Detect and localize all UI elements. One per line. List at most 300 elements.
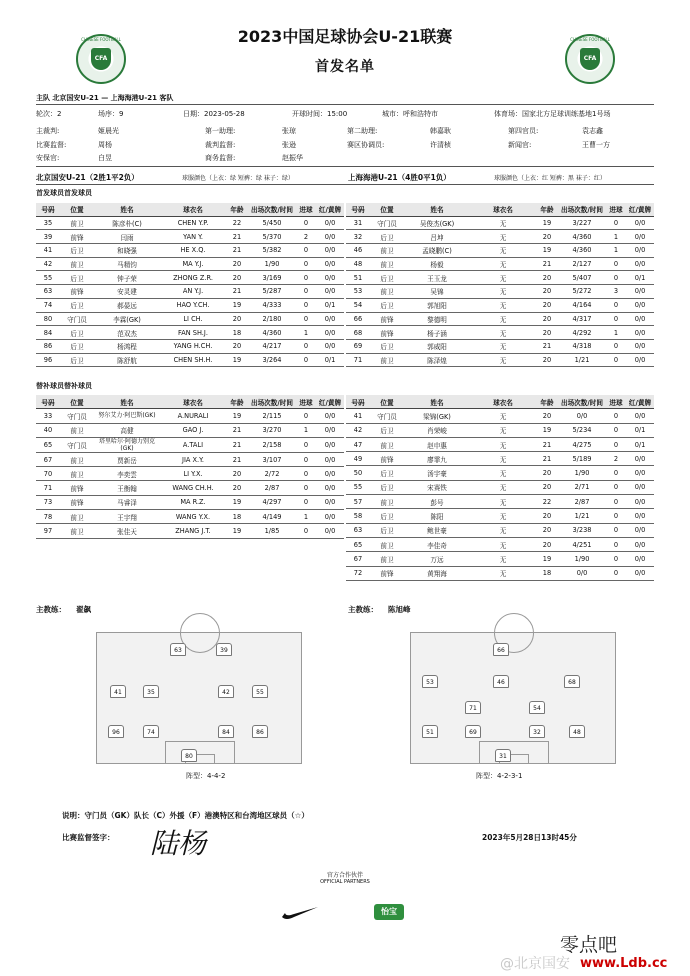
table-cell: 王衡翰 bbox=[94, 481, 160, 495]
table-cell: 19 bbox=[226, 495, 248, 509]
table-cell: 无 bbox=[470, 480, 536, 494]
table-cell: 2/180 bbox=[248, 312, 296, 326]
column-header: 进球 bbox=[606, 203, 626, 216]
table-cell: 前锋 bbox=[370, 312, 404, 326]
table-row bbox=[36, 481, 344, 495]
table-cell: 0 bbox=[296, 271, 316, 285]
home-kit: 球服颜色（上衣：绿 短裤：绿 袜子：绿） bbox=[182, 175, 294, 182]
city: 城市：呼和浩特市 bbox=[382, 110, 438, 118]
table-cell: 46 bbox=[346, 244, 370, 258]
table-cell: 前卫 bbox=[370, 537, 404, 551]
table-cell: 3/238 bbox=[558, 523, 606, 537]
table-cell: 57 bbox=[346, 495, 370, 509]
table-cell: 4/292 bbox=[558, 326, 606, 340]
table-row bbox=[36, 298, 344, 312]
table-cell: 0/0 bbox=[626, 298, 654, 312]
table-cell: 0/0 bbox=[626, 285, 654, 299]
table-row bbox=[346, 230, 654, 244]
table-cell: 20 bbox=[536, 466, 558, 480]
table-cell: 48 bbox=[346, 257, 370, 271]
table-cell: 58 bbox=[346, 509, 370, 523]
table-cell: 吕坤 bbox=[404, 230, 470, 244]
table-cell: 无 bbox=[470, 339, 536, 353]
table-cell: 0/0 bbox=[626, 452, 654, 466]
table-cell: 杨毅 bbox=[404, 257, 470, 271]
column-header: 出场次数/时间 bbox=[248, 395, 296, 409]
table-cell: 0 bbox=[296, 353, 316, 367]
ar2: 韩嘉耿 bbox=[430, 127, 451, 135]
table-cell: 1/90 bbox=[558, 466, 606, 480]
table-cell: 0 bbox=[296, 285, 316, 299]
table-header-row bbox=[346, 203, 654, 216]
table-cell: CHEN Y.P. bbox=[160, 216, 226, 230]
table-cell: 0/0 bbox=[316, 326, 344, 340]
table-cell: 0/0 bbox=[316, 244, 344, 258]
table-cell: 0/0 bbox=[626, 353, 654, 367]
table-cell: 21 bbox=[226, 244, 248, 258]
table-cell: 0 bbox=[606, 216, 626, 230]
table-cell: 0 bbox=[606, 271, 626, 285]
table-row bbox=[36, 467, 344, 481]
table-cell: 0/1 bbox=[626, 271, 654, 285]
table-cell: 后卫 bbox=[370, 509, 404, 523]
table-cell: 鲍世豪 bbox=[404, 523, 470, 537]
column-header: 红/黄牌 bbox=[626, 203, 654, 216]
table-cell: 20 bbox=[226, 257, 248, 271]
table-row bbox=[36, 244, 344, 258]
shirt-41: 41 bbox=[110, 685, 126, 698]
table-cell: 汤宇豪 bbox=[404, 466, 470, 480]
table-cell: 后卫 bbox=[60, 298, 94, 312]
table-cell: 前锋 bbox=[60, 495, 94, 509]
table-cell: 郭旭阳 bbox=[404, 298, 470, 312]
away-team-name: 上海海港U-21（4胜0平1负） bbox=[348, 173, 451, 182]
column-header: 进球 bbox=[296, 203, 316, 216]
table-cell: 51 bbox=[346, 271, 370, 285]
nike-logo bbox=[280, 905, 320, 921]
table-cell: 0 bbox=[606, 257, 626, 271]
table-cell: 吴锦 bbox=[404, 285, 470, 299]
table-cell: 前卫 bbox=[60, 216, 94, 230]
table-cell: 19 bbox=[226, 353, 248, 367]
table-cell: 0/0 bbox=[626, 566, 654, 580]
table-cell: 前卫 bbox=[60, 467, 94, 481]
table-cell: 2/158 bbox=[248, 437, 296, 452]
table-cell: 19 bbox=[226, 409, 248, 423]
table-cell: 0 bbox=[296, 495, 316, 509]
table-row bbox=[36, 495, 344, 509]
table-cell: 39 bbox=[36, 230, 60, 244]
table-cell: 0/0 bbox=[626, 257, 654, 271]
away-coach: 陈旭峰 bbox=[388, 605, 411, 614]
table-cell: 21 bbox=[536, 339, 558, 353]
table-cell: 0/0 bbox=[558, 409, 606, 423]
table-cell: 1 bbox=[296, 326, 316, 340]
table-cell: 68 bbox=[346, 326, 370, 340]
table-cell: 67 bbox=[36, 452, 60, 466]
table-cell: 20 bbox=[226, 339, 248, 353]
table-cell: 0 bbox=[606, 423, 626, 437]
table-cell: 和晓强 bbox=[94, 244, 160, 258]
table-cell: 96 bbox=[36, 353, 60, 367]
ar2-label: 第二助理: bbox=[347, 127, 378, 135]
watermark-weibo: @北京国安 bbox=[500, 956, 570, 972]
table-cell: 前锋 bbox=[60, 285, 94, 299]
table-cell: 0/0 bbox=[316, 312, 344, 326]
table-cell: 20 bbox=[226, 271, 248, 285]
table-cell: 0 bbox=[606, 312, 626, 326]
table-cell: 4/297 bbox=[248, 495, 296, 509]
table-cell: 前卫 bbox=[60, 510, 94, 524]
table-cell: 3/270 bbox=[248, 423, 296, 437]
table-cell: 65 bbox=[36, 437, 60, 452]
shirt-55: 55 bbox=[252, 685, 268, 698]
table-row bbox=[346, 409, 654, 423]
table-cell: 41 bbox=[346, 409, 370, 423]
column-header: 年龄 bbox=[536, 203, 558, 216]
column-header: 位置 bbox=[370, 395, 404, 409]
table-cell: 后卫 bbox=[370, 230, 404, 244]
table-cell: 0/0 bbox=[316, 495, 344, 509]
table-cell: 无 bbox=[470, 566, 536, 580]
shirt-71: 71 bbox=[465, 701, 481, 714]
away-coach-label: 主教练： bbox=[348, 605, 378, 614]
table-cell: 无 bbox=[470, 285, 536, 299]
table-cell: 前卫 bbox=[370, 285, 404, 299]
table-cell: 前卫 bbox=[370, 244, 404, 258]
table-cell: 前锋 bbox=[370, 326, 404, 340]
table-cell: 4/360 bbox=[558, 244, 606, 258]
table-cell: 守门员 bbox=[370, 216, 404, 230]
table-cell: 0/0 bbox=[626, 523, 654, 537]
table-cell: 宋赛铁 bbox=[404, 480, 470, 494]
table-row bbox=[346, 298, 654, 312]
table-cell: WANG CH.H. bbox=[160, 481, 226, 495]
table-cell: 无 bbox=[470, 437, 536, 451]
table-cell: AN Y.J. bbox=[160, 285, 226, 299]
table-row bbox=[36, 257, 344, 271]
table-cell: ZHONG Z.R. bbox=[160, 271, 226, 285]
shirt-69: 69 bbox=[465, 725, 481, 738]
media: 王曹一方 bbox=[582, 141, 610, 149]
table-cell: 70 bbox=[36, 467, 60, 481]
column-header: 年龄 bbox=[226, 395, 248, 409]
cfa-logo-left: CHINESE FOOTBALL CFA bbox=[76, 34, 126, 84]
table-cell: 1 bbox=[606, 244, 626, 258]
table-cell: 后卫 bbox=[370, 523, 404, 537]
table-cell: 19 bbox=[536, 423, 558, 437]
column-header: 球衣名 bbox=[470, 203, 536, 216]
table-cell: CHEN SH.H. bbox=[160, 353, 226, 367]
table-cell: 4/333 bbox=[248, 298, 296, 312]
table-cell: 71 bbox=[36, 481, 60, 495]
table-row bbox=[346, 466, 654, 480]
column-header: 年龄 bbox=[226, 203, 248, 216]
table-cell: 前锋 bbox=[60, 230, 94, 244]
table-cell: 0 bbox=[606, 523, 626, 537]
table-cell: 2/127 bbox=[558, 257, 606, 271]
table-cell: 19 bbox=[226, 298, 248, 312]
table-cell: 20 bbox=[536, 326, 558, 340]
table-row bbox=[346, 326, 654, 340]
column-header: 号码 bbox=[346, 203, 370, 216]
table-cell: 63 bbox=[346, 523, 370, 537]
table-cell: 0 bbox=[296, 481, 316, 495]
table-cell: 1/21 bbox=[558, 509, 606, 523]
table-cell: 无 bbox=[470, 509, 536, 523]
table-cell: 4/275 bbox=[558, 437, 606, 451]
table-row bbox=[36, 423, 344, 437]
column-header: 姓名 bbox=[404, 395, 470, 409]
supervisor: 周杨 bbox=[98, 141, 112, 149]
table-row bbox=[36, 510, 344, 524]
table-cell: 0/0 bbox=[626, 409, 654, 423]
table-cell: 努尔艾力·阿巴斯(GK) bbox=[94, 409, 160, 423]
page-title: 2023中国足球协会U-21联赛 bbox=[237, 27, 453, 46]
column-header: 出场次数/时间 bbox=[248, 203, 296, 216]
table-cell: 闫雨 bbox=[94, 230, 160, 244]
table-cell: 0/0 bbox=[626, 466, 654, 480]
table-cell: 无 bbox=[470, 552, 536, 566]
table-cell: 0/0 bbox=[316, 285, 344, 299]
table-cell: 0 bbox=[606, 495, 626, 509]
sign-label: 比赛监督签字： bbox=[62, 833, 115, 842]
table-cell: MA R.Z. bbox=[160, 495, 226, 509]
table-cell: 0 bbox=[606, 552, 626, 566]
table-cell: 0/0 bbox=[316, 524, 344, 538]
table-cell: 21 bbox=[226, 285, 248, 299]
table-cell: 84 bbox=[36, 326, 60, 340]
table-cell: 孟晓鹏(C) bbox=[404, 244, 470, 258]
home-starters-table bbox=[36, 203, 344, 367]
table-cell: 马睿泽 bbox=[94, 495, 160, 509]
table-cell: 安灵建 bbox=[94, 285, 160, 299]
table-cell: 4/164 bbox=[558, 298, 606, 312]
table-cell: 1/90 bbox=[248, 257, 296, 271]
table-cell: 21 bbox=[226, 423, 248, 437]
table-cell: 2/71 bbox=[558, 480, 606, 494]
table-cell: 2 bbox=[606, 452, 626, 466]
table-row bbox=[346, 523, 654, 537]
table-cell: 吴俊杰(GK) bbox=[404, 216, 470, 230]
column-header: 红/黄牌 bbox=[626, 395, 654, 409]
table-cell: 1 bbox=[296, 423, 316, 437]
table-cell: 21 bbox=[536, 257, 558, 271]
table-cell: 0/0 bbox=[316, 271, 344, 285]
column-header: 出场次数/时间 bbox=[558, 395, 606, 409]
table-cell: 守门员 bbox=[60, 409, 94, 423]
table-cell: 贾新岳 bbox=[94, 452, 160, 466]
sign-time: 2023年5月28日13时45分 bbox=[482, 833, 577, 842]
table-cell: 19 bbox=[536, 216, 558, 230]
table-row bbox=[346, 495, 654, 509]
table-cell: 无 bbox=[470, 466, 536, 480]
table-cell: 前卫 bbox=[370, 353, 404, 367]
table-cell: 李霖(GK) bbox=[94, 312, 160, 326]
table-cell: 33 bbox=[36, 409, 60, 423]
table-row bbox=[346, 271, 654, 285]
table-cell: 前卫 bbox=[370, 552, 404, 566]
table-cell: 5/272 bbox=[558, 285, 606, 299]
table-cell: 王宇翔 bbox=[94, 510, 160, 524]
table-cell: JIA X.Y. bbox=[160, 452, 226, 466]
table-cell: 0 bbox=[606, 566, 626, 580]
column-header: 位置 bbox=[370, 203, 404, 216]
table-row bbox=[346, 353, 654, 367]
table-cell: 18 bbox=[536, 566, 558, 580]
table-row bbox=[36, 326, 344, 340]
table-cell: 赵申惠 bbox=[404, 437, 470, 451]
column-header: 姓名 bbox=[94, 395, 160, 409]
table-cell: 20 bbox=[536, 312, 558, 326]
table-row bbox=[346, 244, 654, 258]
shirt-80: 80 bbox=[181, 749, 197, 762]
table-cell: 后卫 bbox=[370, 271, 404, 285]
table-header-row bbox=[346, 395, 654, 409]
home-coach-label: 主教练： bbox=[36, 605, 66, 614]
table-cell: 35 bbox=[36, 216, 60, 230]
table-cell: 0 bbox=[296, 244, 316, 258]
venue: 体育场：国家北方足球训练基地1号场 bbox=[494, 110, 611, 118]
table-cell: 0/1 bbox=[626, 423, 654, 437]
table-cell: 0/0 bbox=[626, 326, 654, 340]
table-cell: ZHANG J.T. bbox=[160, 524, 226, 538]
table-row bbox=[346, 552, 654, 566]
table-cell: LI CH. bbox=[160, 312, 226, 326]
table-cell: 无 bbox=[470, 326, 536, 340]
table-cell: 20 bbox=[536, 409, 558, 423]
home-coach: 翟飙 bbox=[76, 605, 91, 614]
table-cell: 0 bbox=[606, 480, 626, 494]
table-row bbox=[346, 452, 654, 466]
table-cell: 0/0 bbox=[626, 339, 654, 353]
table-row bbox=[36, 409, 344, 423]
table-cell: 50 bbox=[346, 466, 370, 480]
table-cell: 55 bbox=[36, 271, 60, 285]
table-cell: 1 bbox=[296, 510, 316, 524]
table-cell: 无 bbox=[470, 244, 536, 258]
table-cell: 无 bbox=[470, 495, 536, 509]
media-label: 新闻官: bbox=[508, 141, 532, 149]
table-cell: 0/0 bbox=[558, 566, 606, 580]
table-cell: 49 bbox=[346, 452, 370, 466]
table-cell: 0 bbox=[296, 257, 316, 271]
table-cell: 后卫 bbox=[370, 298, 404, 312]
table-cell: 后卫 bbox=[370, 466, 404, 480]
starters-label: 首发球员首发球员 bbox=[36, 189, 92, 197]
table-cell: 0/0 bbox=[626, 495, 654, 509]
table-cell: 4/317 bbox=[558, 312, 606, 326]
table-cell: 1/21 bbox=[558, 353, 606, 367]
shirt-48: 48 bbox=[569, 725, 585, 738]
column-header: 红/黄牌 bbox=[316, 395, 344, 409]
table-cell: 40 bbox=[36, 423, 60, 437]
table-cell: 2/87 bbox=[558, 495, 606, 509]
table-cell: 42 bbox=[36, 257, 60, 271]
table-cell: 0 bbox=[296, 298, 316, 312]
kickoff: 开球时间：15:00 bbox=[292, 110, 348, 118]
table-cell: YANG H.CH. bbox=[160, 339, 226, 353]
table-cell: 无 bbox=[470, 298, 536, 312]
table-cell: 前锋 bbox=[370, 452, 404, 466]
away-subs-table bbox=[346, 395, 654, 581]
table-cell: 54 bbox=[346, 298, 370, 312]
table-cell: 廖霏九 bbox=[404, 452, 470, 466]
table-cell: 陈舒航 bbox=[94, 353, 160, 367]
table-cell: 74 bbox=[36, 298, 60, 312]
shirt-32: 32 bbox=[529, 725, 545, 738]
ar1-label: 第一助理: bbox=[205, 127, 236, 135]
table-cell: 20 bbox=[536, 523, 558, 537]
column-header: 号码 bbox=[36, 203, 60, 216]
table-cell: 21 bbox=[226, 230, 248, 244]
table-cell: 黎德明 bbox=[404, 312, 470, 326]
table-cell: 1/85 bbox=[248, 524, 296, 538]
table-cell: 20 bbox=[536, 230, 558, 244]
table-cell: 梁锦(GK) bbox=[404, 409, 470, 423]
table-cell: 4/149 bbox=[248, 510, 296, 524]
table-cell: 0/0 bbox=[316, 230, 344, 244]
shirt-68: 68 bbox=[564, 675, 580, 688]
table-cell: 78 bbox=[36, 510, 60, 524]
shirt-86: 86 bbox=[252, 725, 268, 738]
table-cell: 万远 bbox=[404, 552, 470, 566]
table-cell: 20 bbox=[226, 312, 248, 326]
table-cell: LI Y.X. bbox=[160, 467, 226, 481]
table-cell: 63 bbox=[36, 285, 60, 299]
table-row bbox=[346, 216, 654, 230]
table-cell: 22 bbox=[536, 495, 558, 509]
table-cell: 守门员 bbox=[370, 409, 404, 423]
page-subtitle: 首发名单 bbox=[315, 59, 375, 75]
table-cell: 2/115 bbox=[248, 409, 296, 423]
table-cell: 0/0 bbox=[316, 452, 344, 466]
table-cell: 73 bbox=[36, 495, 60, 509]
table-cell: 无 bbox=[470, 452, 536, 466]
table-cell: 69 bbox=[346, 339, 370, 353]
table-cell: 21 bbox=[536, 452, 558, 466]
shirt-66: 66 bbox=[493, 643, 509, 656]
table-cell: 0/0 bbox=[316, 437, 344, 452]
table-cell: 3/264 bbox=[248, 353, 296, 367]
table-cell: 0 bbox=[606, 298, 626, 312]
shirt-96: 96 bbox=[108, 725, 124, 738]
table-cell: 无 bbox=[470, 257, 536, 271]
table-cell: 无 bbox=[470, 353, 536, 367]
table-cell: 前卫 bbox=[60, 423, 94, 437]
table-cell: 李佳奇 bbox=[404, 537, 470, 551]
table-row bbox=[346, 285, 654, 299]
away-formation: 阵型：4-2-3-1 bbox=[476, 772, 523, 780]
table-cell: 0/0 bbox=[626, 552, 654, 566]
table-cell: 0/0 bbox=[316, 423, 344, 437]
column-header: 号码 bbox=[36, 395, 60, 409]
table-cell: 0/0 bbox=[316, 409, 344, 423]
table-cell: GAO J. bbox=[160, 423, 226, 437]
fourth: 袁志鑫 bbox=[582, 127, 603, 135]
table-cell: 1/90 bbox=[558, 552, 606, 566]
table-cell: 马精钧 bbox=[94, 257, 160, 271]
table-cell: 0/0 bbox=[316, 510, 344, 524]
table-cell: 5/450 bbox=[248, 216, 296, 230]
table-cell: 20 bbox=[226, 481, 248, 495]
match-date: 日期：2023-05-28 bbox=[183, 110, 245, 118]
table-cell: 72 bbox=[346, 566, 370, 580]
table-cell: 67 bbox=[346, 552, 370, 566]
table-cell: 0/0 bbox=[626, 216, 654, 230]
table-cell: 前卫 bbox=[370, 495, 404, 509]
security-label: 安保官: bbox=[36, 154, 60, 162]
